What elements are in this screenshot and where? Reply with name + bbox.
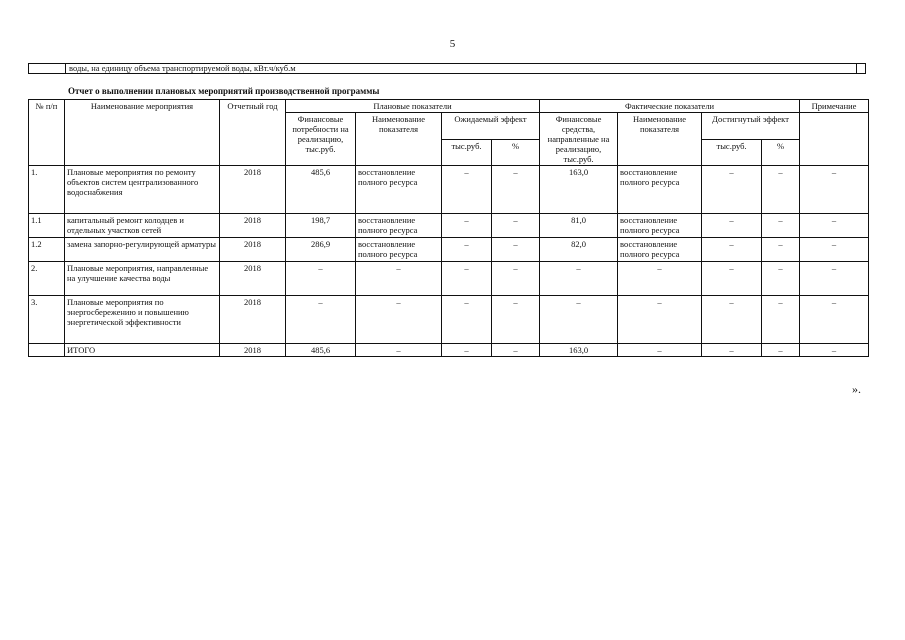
cell-note: – (800, 344, 869, 357)
cell-achieved-tr: – (702, 296, 762, 344)
cell-no: 1.1 (29, 214, 65, 238)
cell-year: 2018 (220, 296, 286, 344)
cell-achieved-pct: – (762, 238, 800, 262)
cell-name: ИТОГО (65, 344, 220, 357)
previous-table-cell-number (29, 64, 66, 73)
cell-name: Плановые мероприятия, направленные на улучшение качества воды (65, 262, 220, 296)
cell-year: 2018 (220, 166, 286, 214)
cell-expected-pct: – (492, 238, 540, 262)
cell-achieved-tr: – (702, 262, 762, 296)
header-planned: Плановые показатели (286, 100, 540, 113)
cell-note: – (800, 238, 869, 262)
cell-no: 1. (29, 166, 65, 214)
cell-achieved-pct: – (762, 214, 800, 238)
header-expected-effect: Ожидаемый эффект (442, 113, 540, 140)
report-title: Отчет о выполнении плановых мероприятий производственной программы (68, 86, 380, 96)
cell-planned-indicator: – (356, 296, 442, 344)
cell-actual-indicator: – (618, 296, 702, 344)
header-name: Наименование мероприятия (65, 100, 220, 166)
cell-note: – (800, 214, 869, 238)
table-row (29, 296, 869, 344)
cell-expected-tr: – (442, 238, 492, 262)
closing-quote-mark: ». (852, 382, 861, 396)
cell-year: 2018 (220, 214, 286, 238)
page-number: 5 (449, 38, 456, 50)
cell-no: 3. (29, 296, 65, 344)
cell-actual-indicator: восстановление полного ресурса (618, 166, 702, 214)
header-expected-pct: % (492, 139, 540, 166)
cell-expected-tr: – (442, 262, 492, 296)
cell-achieved-pct: – (762, 166, 800, 214)
cell-actual-indicator: восстановление полного ресурса (618, 238, 702, 262)
cell-note: – (800, 262, 869, 296)
cell-achieved-tr: – (702, 214, 762, 238)
header-year: Отчетный год (220, 100, 286, 166)
cell-achieved-tr: – (702, 344, 762, 357)
cell-achieved-tr: – (702, 238, 762, 262)
cell-planned-indicator: восстановление полного ресурса (356, 238, 442, 262)
header-planned-indicator: Наименование показателя (356, 113, 442, 166)
cell-note: – (800, 166, 869, 214)
cell-name: капитальный ремонт колодцев и отдельных участков сетей (65, 214, 220, 238)
cell-name: Плановые мероприятия по энергосбережению и повышению энергетической эффективности (65, 296, 220, 344)
cell-expected-pct: – (492, 166, 540, 214)
header-row-1 (29, 100, 869, 113)
header-achieved-tr: тыс.руб. (702, 139, 762, 166)
report-table (28, 99, 869, 357)
cell-name: замена запорно-регулирующей арматуры (65, 238, 220, 262)
cell-planned-fin: – (286, 262, 356, 296)
cell-expected-tr: – (442, 214, 492, 238)
table-row (29, 238, 869, 262)
cell-year: 2018 (220, 262, 286, 296)
header-achieved-pct: % (762, 139, 800, 166)
cell-expected-tr: – (442, 296, 492, 344)
cell-planned-fin: 485,6 (286, 344, 356, 357)
cell-planned-fin: 286,9 (286, 238, 356, 262)
cell-expected-pct: – (492, 296, 540, 344)
cell-no: 1.2 (29, 238, 65, 262)
cell-planned-fin: 198,7 (286, 214, 356, 238)
header-actual-indicator: Наименование показателя (618, 113, 702, 166)
cell-actual-fin: 82,0 (540, 238, 618, 262)
cell-achieved-pct: – (762, 344, 800, 357)
cell-note: – (800, 296, 869, 344)
header-planned-fin: Финансовые потребности на реализацию, тыс.руб. (286, 113, 356, 166)
header-note-blank (800, 113, 869, 166)
cell-planned-fin: – (286, 296, 356, 344)
table-row-total (29, 344, 869, 357)
cell-planned-indicator: – (356, 262, 442, 296)
cell-planned-indicator: восстановление полного ресурса (356, 166, 442, 214)
previous-table-row-text: воды, на единицу объема транспортируемой воды, кВт.ч/куб.м (69, 63, 296, 73)
previous-table-last-row (28, 63, 866, 74)
table-row (29, 262, 869, 296)
header-achieved-effect: Достигнутый эффект (702, 113, 800, 140)
header-note: Примечание (800, 100, 869, 113)
header-no: № п/п (29, 100, 65, 166)
cell-planned-indicator: – (356, 344, 442, 357)
cell-name: Плановые мероприятия по ремонту объектов систем централизованного водоснабжения (65, 166, 220, 214)
cell-expected-pct: – (492, 262, 540, 296)
cell-actual-indicator: – (618, 344, 702, 357)
header-actual: Фактические показатели (540, 100, 800, 113)
cell-planned-fin: 485,6 (286, 166, 356, 214)
cell-no (29, 344, 65, 357)
header-actual-fin: Финансовые средства, направленные на реализацию, тыс.руб. (540, 113, 618, 166)
cell-expected-tr: – (442, 166, 492, 214)
cell-actual-indicator: – (618, 262, 702, 296)
cell-actual-fin: – (540, 296, 618, 344)
cell-actual-fin: 163,0 (540, 166, 618, 214)
cell-year: 2018 (220, 344, 286, 357)
table-row (29, 214, 869, 238)
table-row (29, 166, 869, 214)
cell-achieved-pct: – (762, 262, 800, 296)
cell-planned-indicator: восстановление полного ресурса (356, 214, 442, 238)
cell-expected-pct: – (492, 344, 540, 357)
header-expected-tr: тыс.руб. (442, 139, 492, 166)
cell-expected-tr: – (442, 344, 492, 357)
cell-actual-fin: – (540, 262, 618, 296)
cell-actual-fin: 81,0 (540, 214, 618, 238)
cell-actual-fin: 163,0 (540, 344, 618, 357)
cell-achieved-tr: – (702, 166, 762, 214)
cell-achieved-pct: – (762, 296, 800, 344)
cell-no: 2. (29, 262, 65, 296)
cell-expected-pct: – (492, 214, 540, 238)
cell-year: 2018 (220, 238, 286, 262)
cell-actual-indicator: восстановление полного ресурса (618, 214, 702, 238)
